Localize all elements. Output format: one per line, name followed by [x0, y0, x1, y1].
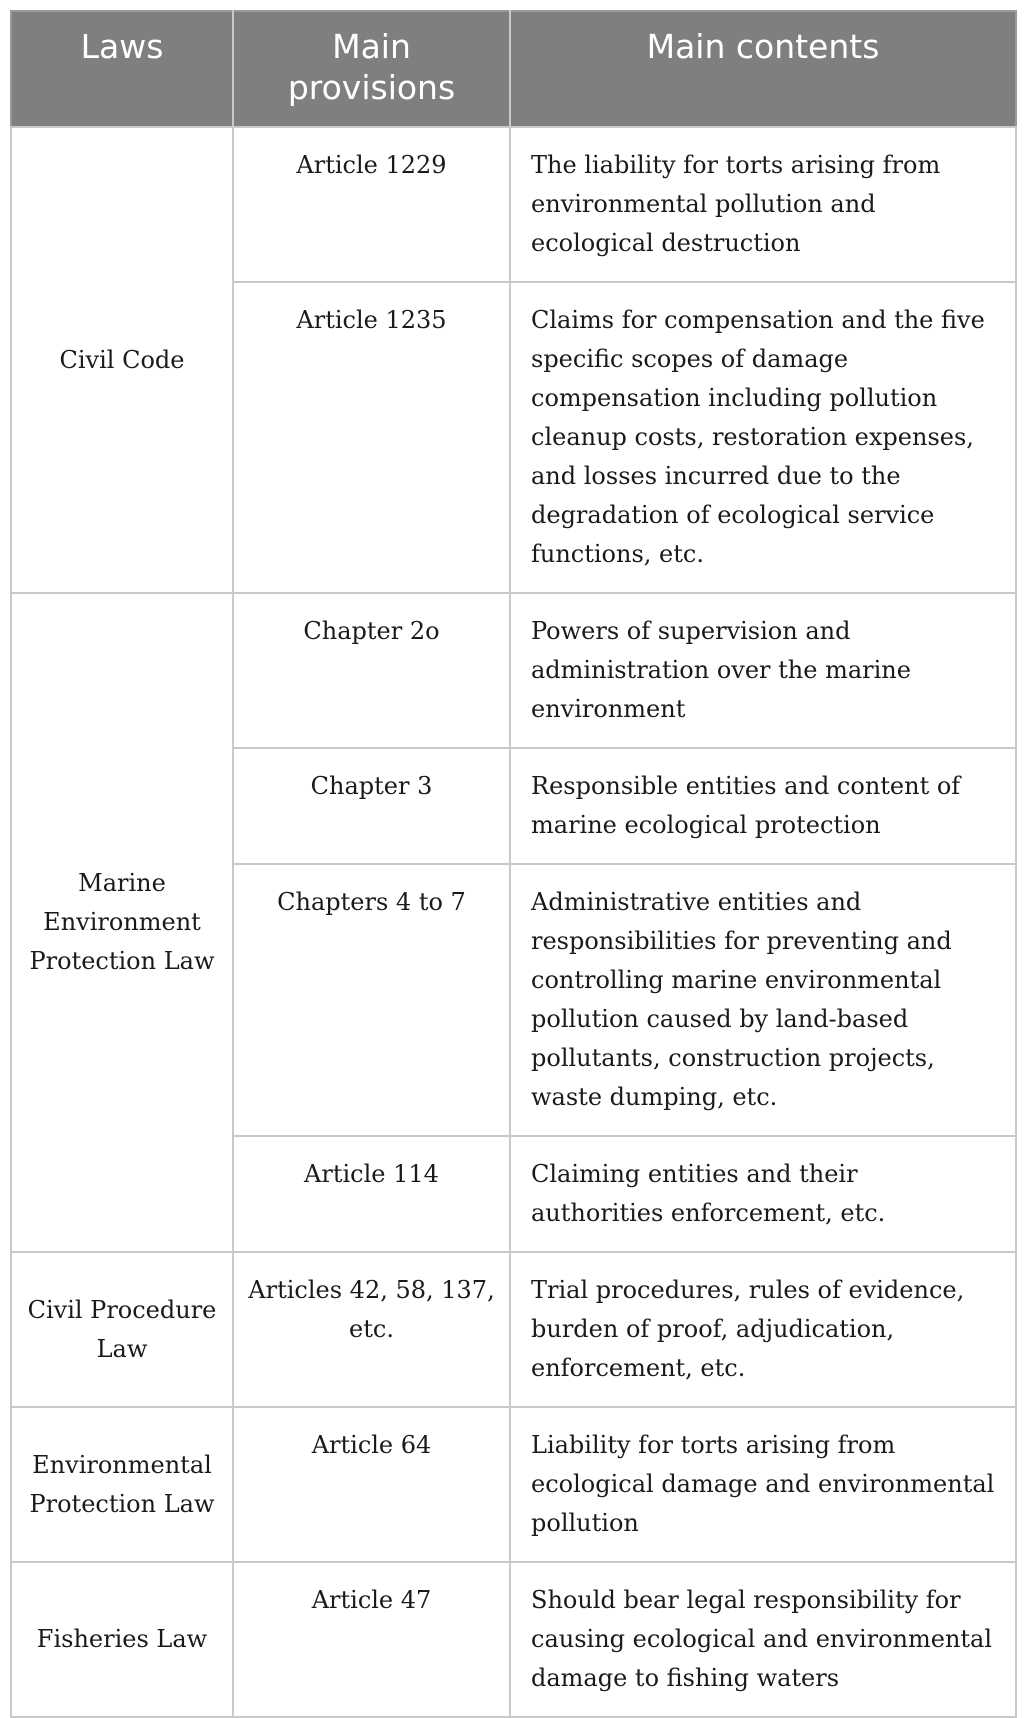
content-cell: Claiming entities and their authorities enforcement, etc.	[510, 1136, 1016, 1252]
table-row	[11, 1407, 1016, 1562]
header-laws: Laws	[11, 11, 233, 127]
provision-cell: Article 47	[233, 1562, 510, 1717]
content-cell: Administrative entities and responsibilities for preventing and controlling marine environmental pollution caused by land-based pollutants, construction projects, waste dumping, etc.	[510, 864, 1016, 1136]
provision-cell: Article 114	[233, 1136, 510, 1252]
content-cell: Should bear legal responsibility for causing ecological and environmental damage to fishing waters	[510, 1562, 1016, 1717]
law-cell-marine-environment-protection-law: Marine Environment Protection Law	[11, 593, 233, 1252]
table-row	[11, 593, 1016, 748]
header-row	[11, 11, 1016, 127]
provision-cell: Chapter 3	[233, 748, 510, 864]
table-row	[11, 1252, 1016, 1407]
content-cell: The liability for torts arising from environmental pollution and ecological destruction	[510, 127, 1016, 282]
content-cell: Claims for compensation and the five specific scopes of damage compensation including pollution cleanup costs, restoration expenses, and losses incurred due to the degradation of ecological service functions, etc.	[510, 282, 1016, 593]
content-cell: Responsible entities and content of marine ecological protection	[510, 748, 1016, 864]
law-cell-civil-procedure-law: Civil Procedure Law	[11, 1252, 233, 1407]
laws-table-container	[10, 10, 1015, 1718]
law-cell-environmental-protection-law: Environmental Protection Law	[11, 1407, 233, 1562]
provision-cell: Articles 42, 58, 137, etc.	[233, 1252, 510, 1407]
provision-cell: Article 64	[233, 1407, 510, 1562]
header-main-contents: Main contents	[510, 11, 1016, 127]
content-cell: Liability for torts arising from ecological damage and environmental pollution	[510, 1407, 1016, 1562]
table-header	[11, 11, 1016, 127]
content-cell: Trial procedures, rules of evidence, burden of proof, adjudication, enforcement, etc.	[510, 1252, 1016, 1407]
provision-cell: Article 1235	[233, 282, 510, 593]
provision-cell: Chapter 2o	[233, 593, 510, 748]
laws-table	[10, 10, 1017, 1718]
provision-cell: Chapters 4 to 7	[233, 864, 510, 1136]
law-cell-fisheries-law: Fisheries Law	[11, 1562, 233, 1717]
header-main-provisions: Main provisions	[233, 11, 510, 127]
table-body	[11, 127, 1016, 1717]
table-row	[11, 1562, 1016, 1717]
table-row	[11, 127, 1016, 282]
content-cell: Powers of supervision and administration over the marine environment	[510, 593, 1016, 748]
provision-cell: Article 1229	[233, 127, 510, 282]
law-cell-civil-code: Civil Code	[11, 127, 233, 593]
